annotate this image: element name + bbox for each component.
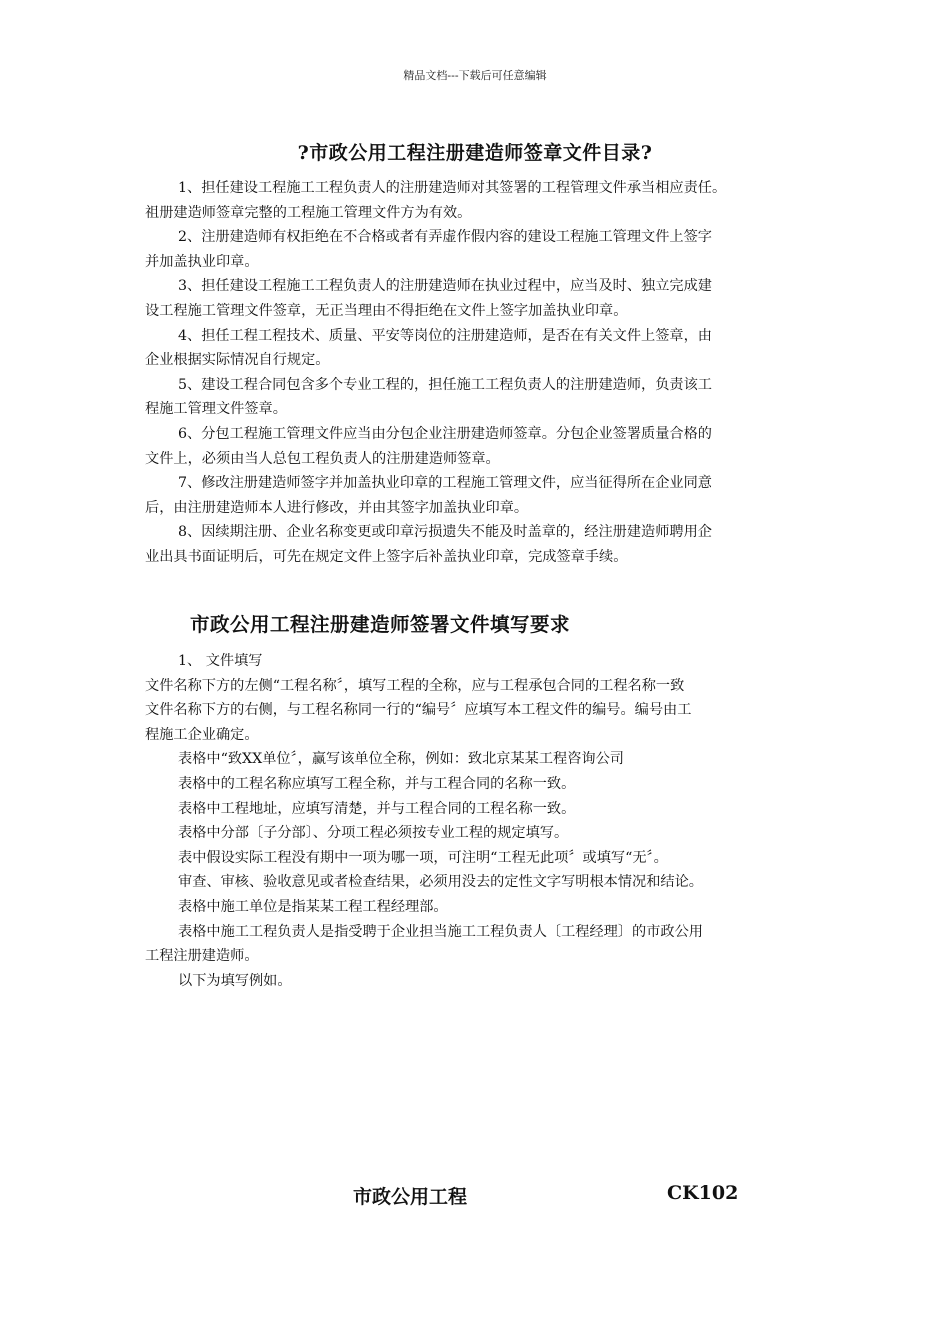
- section-title: 市政公用工程注册建造师签署文件填写要求: [190, 613, 571, 636]
- footer-form-code: CK102: [667, 1182, 739, 1204]
- rule-line: 8、因续期注册、企业名称变更或印章污损遗失不能及时盖章的，经注册建造师聘用企: [178, 524, 712, 541]
- rule-line: 业出具书面证明后，可先在规定文件上签字后补盖执业印章，完成签章手续。: [145, 548, 628, 565]
- requirement-line: 表格中“致XX单位〞，赢写该单位全称，例如：致北京某某工程咨询公司: [178, 751, 624, 768]
- rule-line: 并加盖执业印章。: [145, 253, 259, 270]
- rule-paragraph: [145, 373, 835, 422]
- rule-line: 7、修改注册建造师签字并加盖执业印章的工程施工管理文件，应当征得所在企业同意: [178, 475, 712, 492]
- rule-line: 4、担任工程工程技术、质量、平安等岗位的注册建造师，是否在有关文件上签章，由: [178, 327, 712, 344]
- rule-line: 后，由注册建造师本人进行修改，并由其签字加盖执业印章。: [145, 499, 529, 516]
- rule-line: 2、注册建造师有权拒绝在不合格或者有弄虚作假内容的建设工程施工管理文件上签字: [178, 229, 712, 246]
- requirement-line: 以下为填写例如。: [178, 972, 292, 989]
- requirement-line: 表格中分部〔子分部〕、分项工程必须按专业工程的规定填写。: [178, 825, 569, 842]
- rule-line: 设工程施工管理文件签章，无正当理由不得拒绝在文件上签字加盖执业印章。: [145, 302, 628, 319]
- section-heading: 1、 文件填写: [178, 653, 263, 669]
- requirement-line: 工程注册建造师。: [145, 948, 259, 965]
- requirement-line: 表格中施工工程负责人是指受聘于企业担当施工工程负责人〔工程经理〕的市政公用: [178, 923, 703, 940]
- rule-line: 文件上，必须由当人总包工程负责人的注册建造师签章。: [145, 450, 500, 467]
- requirement-line: 表中假设实际工程没有期中一项为哪一项，可注明“工程无此项〞或填写“无〞。: [178, 849, 668, 866]
- footer-project-type: 市政公用工程: [353, 1186, 468, 1208]
- rule-line: 3、担任建设工程施工工程负责人的注册建造师在执业过程中，应当及时、独立完成建: [178, 278, 712, 295]
- rule-paragraph: [145, 274, 835, 323]
- header-note: 精品文档---下载后可任意编辑: [403, 69, 547, 82]
- rule-line: 6、分包工程施工管理文件应当由分包企业注册建造师签章。分包企业签署质量合格的: [178, 425, 712, 442]
- requirement-line: 文件名称下方的右侧，与工程名称同一行的“编号〞应填写本工程文件的编号。编号由工: [145, 702, 692, 719]
- rule-line: 程施工管理文件签章。: [145, 401, 287, 418]
- requirement-line: 审查、审核、验收意见或者检查结果，必须用没去的定性文字写明根本情况和结论。: [178, 874, 703, 891]
- section-requirements: [145, 649, 835, 993]
- doc-title: ?市政公用工程注册建造师签章文件目录?: [297, 142, 653, 164]
- rule-line: 5、建设工程合同包含多个专业工程的，担任施工工程负责人的注册建造师，负责该工: [178, 376, 712, 393]
- rule-paragraph: [145, 520, 835, 569]
- rule-line: 企业根据实际情况自行规定。: [145, 352, 330, 369]
- section-rules: [145, 176, 835, 570]
- rule-paragraph: [145, 422, 835, 471]
- rule-paragraph: [145, 225, 835, 274]
- rule-paragraph: [145, 324, 835, 373]
- requirement-line: 文件名称下方的左侧“工程名称〞，填写工程的全称，应与工程承包合同的工程名称一致: [145, 677, 685, 694]
- rule-paragraph: [145, 176, 835, 225]
- rule-line: 1、担任建设工程施工工程负责人的注册建造师对其签署的工程管理文件承当相应责任。: [178, 180, 727, 196]
- requirement-line: 程施工企业确定。: [145, 726, 259, 743]
- rule-line: 祖册建造师签章完整的工程施工管理文件方为有效。: [145, 204, 472, 221]
- requirement-line: 表格中施工单位是指某某工程工程经理部。: [178, 898, 448, 915]
- rule-paragraph: [145, 471, 835, 520]
- requirement-line: 表格中的工程名称应填写工程全称，并与工程合同的名称一致。: [178, 775, 576, 792]
- requirement-line: 表格中工程地址，应填写清楚，并与工程合同的工程名称一致。: [178, 800, 576, 817]
